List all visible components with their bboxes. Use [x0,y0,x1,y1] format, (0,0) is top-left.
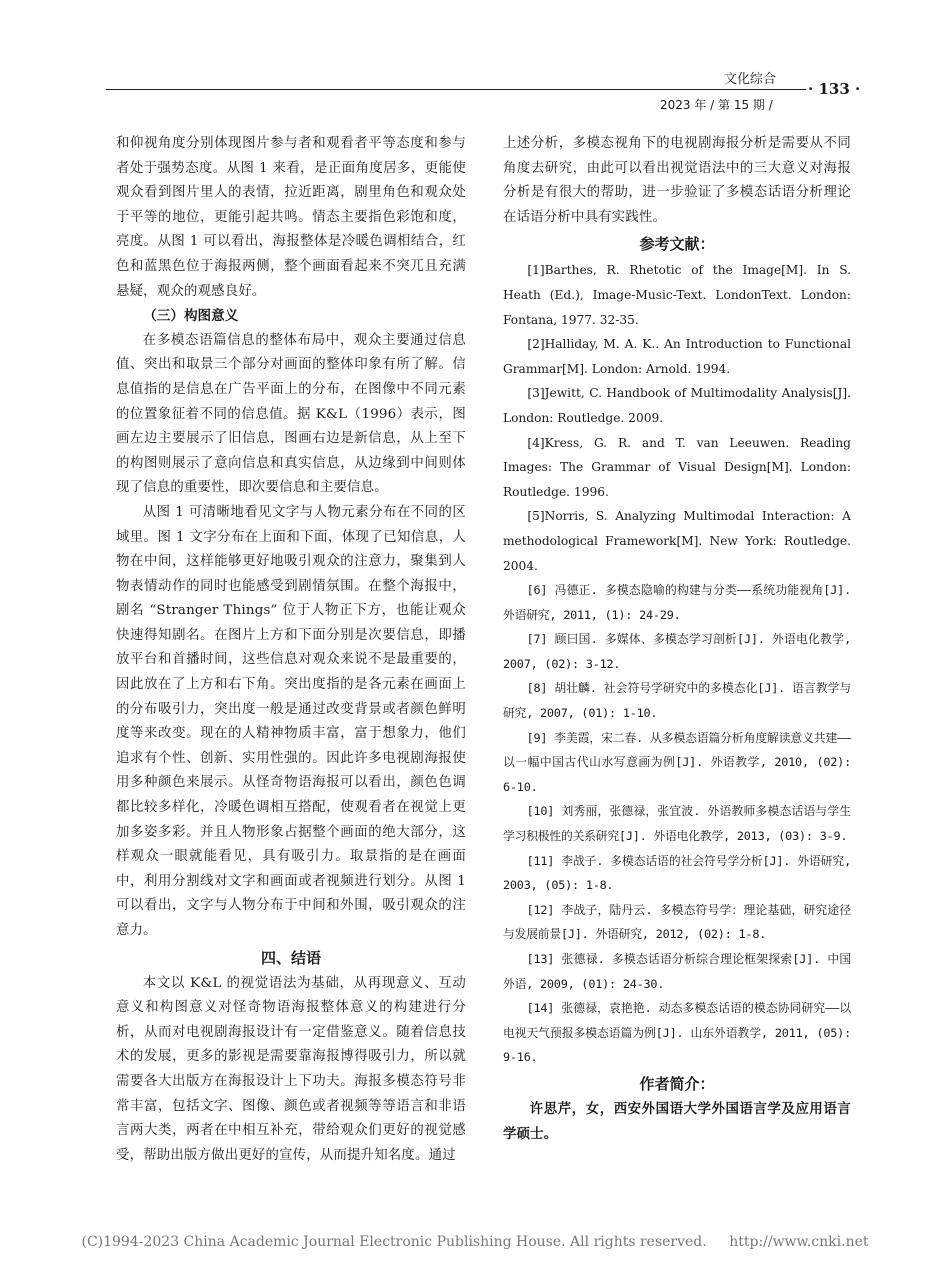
reference-item: [5]Norris, S. Analyzing Multimodal Interaction: A methodological Framework[M]. New York: Routledge. 2004. [503,509,851,573]
section-heading-conclusion: 四、结语 [260,948,321,967]
paragraph: 从图 1 可清晰地看见文字与人物元素分布在不同的区域里。图 1 文字分布在上面和下面，体现了已知信息，人物在中间，这样能够更好地吸引观众的注意力，聚集到人物表情动作的同时也能感受到剧情氛围。在整个海报中，剧名 “Stranger Things” 位于人物正下方，也能让观众快速得知剧名。在图片上方和下面分别是次要信息，即播放平台和首播时间，这些信息对观众来说不是最重要的，因此放在了上方和右下角。突出度指的是各元素在画面上的分布吸引力，突出度一般是通过改变背景或者颜色鲜明度等来改变。现在的人精神物质丰富，富于想象力，他们追求有个性、创新、实用性强的。因此许多电视剧海报使用多种颜色来展示。从怪奇物语海报可以看出，颜色色调都比较多样化，冷暖色调相互搭配，使观看者在视觉上更加多姿多彩。并且人物形象占据整个画面的绝大部分，这样观众一眼就能看见，具有吸引力。取景指的是在画面中，利用分割线对文字和画面或者视频进行划分。从图 1 可以看出，文字与人物分布于中间和外围，吸引观众的注意力。 [116,504,466,938]
reference-item: [2]Halliday, M. A. K.. An Introduction to Functional Grammar[M]. London: Arnold. 1994. [503,337,851,376]
section-heading-composition: （三）构图意义 [143,308,239,325]
copyright-text: (C)1994-2023 China Academic Journal Electronic Publishing House. All rights reserved. [81,1234,707,1250]
paragraph: 上述分析，多模态视角下的电视剧海报分析是需要从不同角度去研究，由此可以看出视觉语法中的三大意义对海报分析是有很大的帮助，进一步验证了多模态话语分析理论在话语分析中具有实践性。 [503,136,851,225]
reference-item: [11] 李战子. 多模态话语的社会符号学分析[J]. 外语研究, 2003, (05): 1-8. [503,853,851,893]
paragraph: 和仰视角度分别体现图片参与者和观看者平等态度和参与者处于强势态度。从图 1 来看，是正面角度居多，更能使观众看到图片里人的表情，拉近距离，剧里角色和观众处于平等的地位，更能引起共鸣。情态主要指色彩饱和度，亮度。从图 1 可以看出，海报整体是冷暖色调相结合，红色和蓝黑色位于海报两侧，整个画面看起来不突兀且充满悬疑，观众的观感良好。 [116,136,466,299]
page-number: · 133 · [808,80,861,98]
header-rule [106,89,806,90]
reference-item: [12] 李战子，陆丹云. 多模态符号学：理论基础，研究途径与发展前景[J]. 外语研究, 2012, (02): 1-8. [503,902,851,942]
author-heading: 作者简介： [639,1074,715,1093]
copyright-footer [0,1234,950,1250]
reference-item: [6] 冯德正. 多模态隐喻的构建与分类——系统功能视角[J]. 外语研究, 2011, (1): 24-29. [503,583,851,622]
reference-item: [7] 顾曰国. 多媒体、多模态学习剖析[J]. 外语电化教学, 2007, (02): 3-12. [503,632,851,671]
reference-item: [1]Barthes, R. Rhetotic of the Image[M]. In S. Heath (Ed.), Image-Music-Text. LondonText. London: Fontana, 1977. 32-35. [503,263,851,327]
references-heading: 参考文献： [639,235,715,254]
issue-info: 2023 年 / 第 15 期 / [660,98,773,112]
reference-item: [14] 张德禄，袁艳艳. 动态多模态话语的模态协同研究——以电视天气预报多模态语篇为例[J]. 山东外语教学, 2011, (05): 9-16. [503,1001,851,1065]
reference-item: [3]Jewitt, C. Handbook of Multimodality Analysis[J]. London: Routledge. 2009. [503,386,851,425]
journal-section-title: 文化综合 [723,72,776,87]
reference-list [503,258,851,1070]
paragraph: 在多模态语篇信息的整体布局中，观众主要通过信息值、突出和取景三个部分对画面的整体印象有所了解。信息值指的是信息在广告平面上的分布，在图像中不同元素的位置象征着不同的信息值。据 K&L（1996）表示，图画左边主要展示了旧信息，图画右边是新信息，从上至下的构图则展示了意向信息和真实信息，从边缘到中间则体现了信息的重要性，即次要信息和主要信息。 [116,332,466,496]
left-column [116,132,466,1168]
reference-item: [10] 刘秀丽，张德禄，张宜波. 外语教师多模态话语与学生学习积极性的关系研究[J]. 外语电化教学, 2013, (03): 3-9. [503,804,851,844]
author-bio: 许思芹，女，西安外国语大学外国语言学及应用语言学硕士。 [503,1101,851,1142]
reference-item: [9] 李美霞，宋二春. 从多模态语篇分析角度解读意义共建——以一幅中国古代山水写意画为例[J]. 外语教学, 2010, (02): 6-10. [503,730,851,794]
paragraph: 本文以 K&L 的视觉语法为基础，从再现意义、互动意义和构图意义对怪奇物语海报整体意义的构建进行分析，从而对电视剧海报设计有一定借鉴意义。随着信息技术的发展，更多的影视是需要靠海报博得吸引力，所以就需要各大出版方在海报设计上下功夫。海报多模态符号非常丰富，包括文字、图像、颜色或者视频等等语言和非语言两大类，两者在中相互补充，带给观众们更好的视觉感受，帮助出版方做出更好的宣传，从而提升知名度。通过 [116,975,466,1163]
cnki-url[interactable]: http://www.cnki.net [729,1234,869,1250]
reference-item: [4]Kress, G. R. and T. van Leeuwen. Reading Images: The Grammar of Visual Design[M]. London: Routledge. 1996. [503,435,851,499]
reference-item: [8] 胡壮麟. 社会符号学研究中的多模态化[J]. 语言教学与研究, 2007, (01): 1-10. [503,681,851,721]
reference-item: [13] 张德禄. 多模态话语分析综合理论框架探索[J]. 中国外语, 2009, (01): 24-30. [503,952,851,991]
right-column [503,132,851,1147]
